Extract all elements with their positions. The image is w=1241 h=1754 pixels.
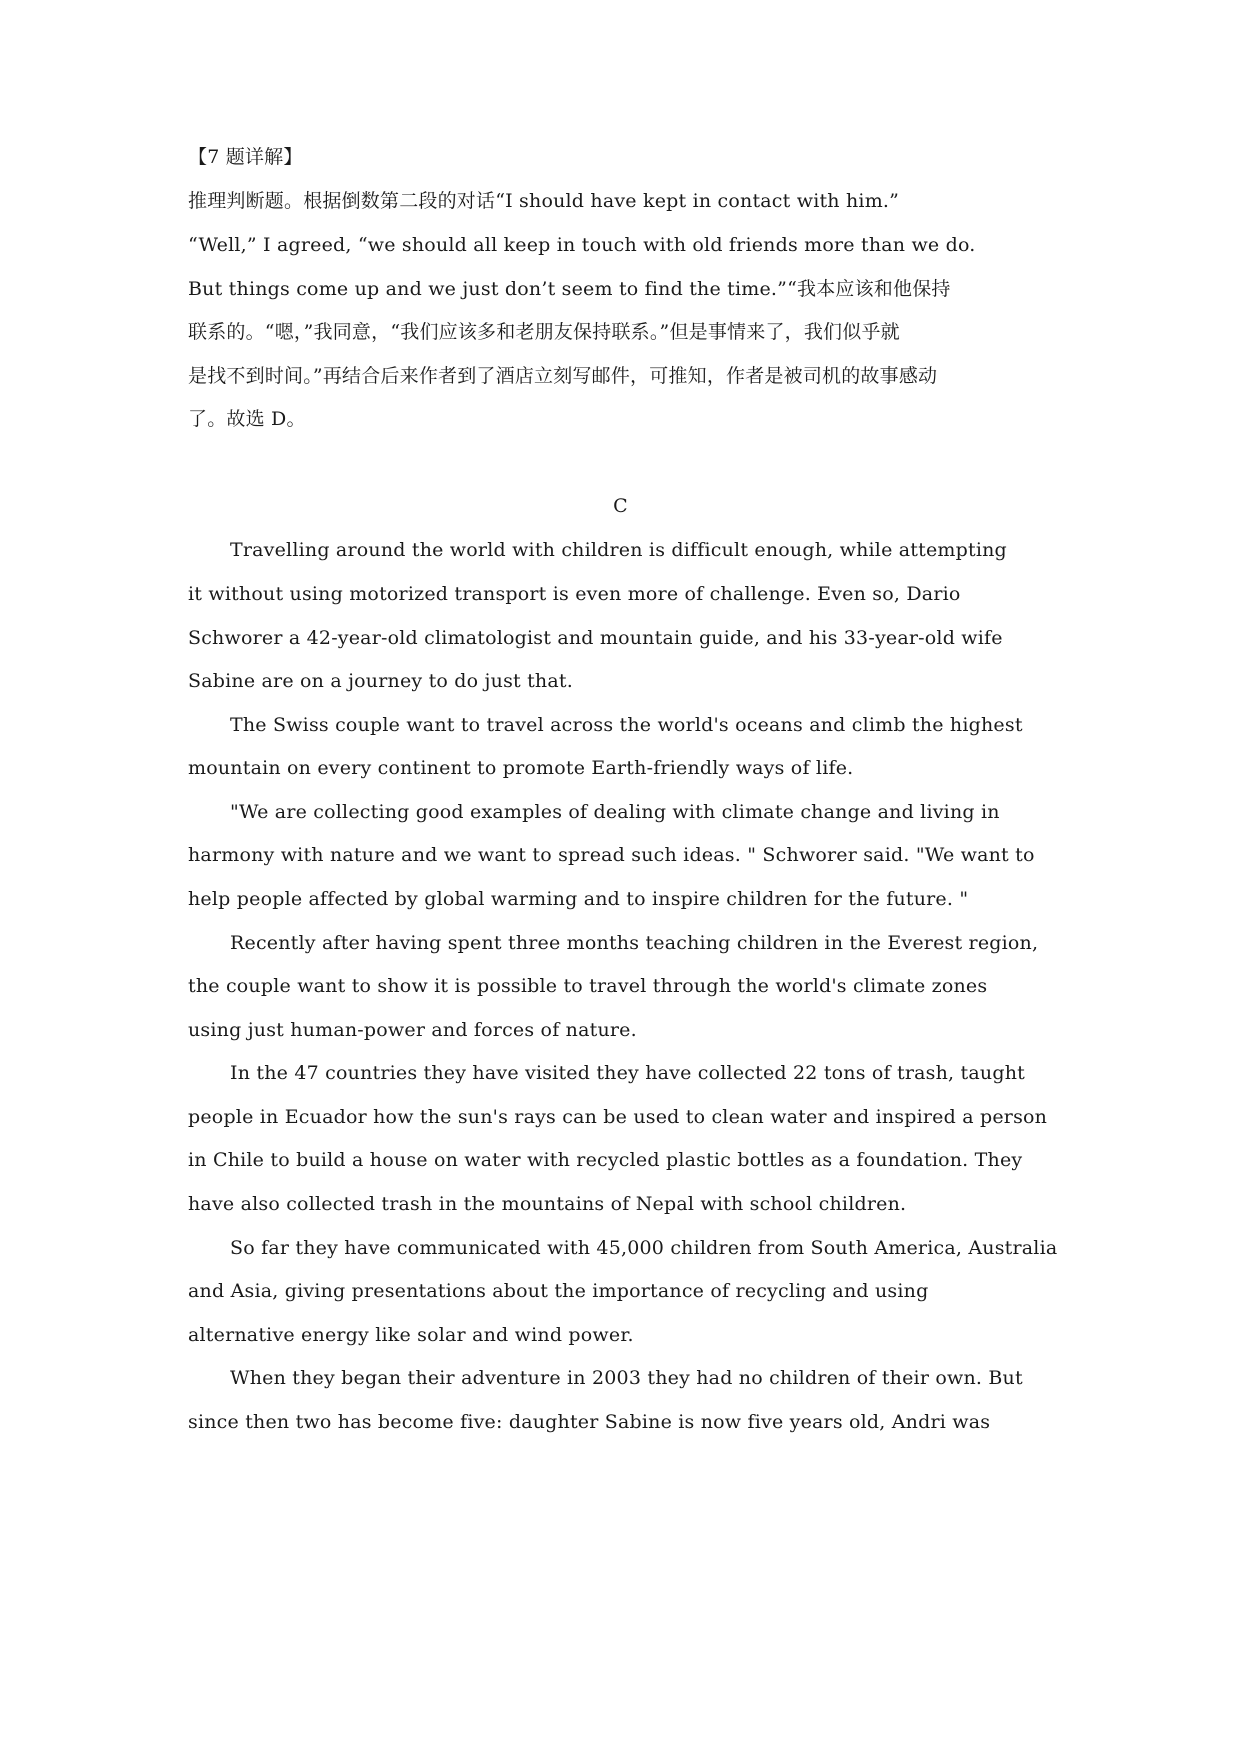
passage-line: have also collected trash in the mountains of Nepal with school children. (188, 1193, 907, 1215)
passage-line: Sabine are on a journey to do just that. (188, 670, 573, 692)
passage-line: Schworer a 42-year-old climatologist and mountain guide, and his 33-year-old wife (188, 627, 1003, 649)
passage-line: since then two has become five: daughter Sabine is now five years old, Andri was (188, 1411, 991, 1433)
passage-line: it without using motorized transport is even more of challenge. Even so, Dario (188, 583, 961, 605)
explanation-line: 是找不到时间。”再结合后来作者到了酒店立刻写邮件，可推知，作者是被司机的故事感动 (188, 365, 938, 387)
passage-line: alternative energy like solar and wind power. (188, 1324, 634, 1346)
passage-line: Recently after having spent three months teaching children in the Everest region, (230, 932, 1039, 954)
passage-line: help people affected by global warming and to inspire children for the future. " (188, 888, 969, 910)
explanation-line: 推理判断题。根据倒数第二段的对话“I should have kept in contact with him.” (188, 190, 900, 212)
explanation-heading: 【7 题详解】 (188, 146, 303, 168)
passage-line: The Swiss couple want to travel across the world's oceans and climb the highest (230, 714, 1023, 736)
passage-line: people in Ecuador how the sun's rays can be used to clean water and inspired a person (188, 1106, 1048, 1128)
passage-line: In the 47 countries they have visited they have collected 22 tons of trash, taught (230, 1062, 1025, 1084)
explanation-line: 了。故选 D。 (188, 408, 306, 430)
passage-line: Travelling around the world with children is difficult enough, while attempting (230, 539, 1007, 561)
passage-line: harmony with nature and we want to spread such ideas. " Schworer said. "We want to (188, 844, 1035, 866)
passage-line: the couple want to show it is possible to travel through the world's climate zones (188, 975, 988, 997)
explanation-line: But things come up and we just don’t seem to find the time.”“我本应该和他保持 (188, 278, 951, 300)
explanation-line: “Well,” I agreed, “we should all keep in touch with old friends more than we do. (188, 234, 976, 256)
passage-line: "We are collecting good examples of dealing with climate change and living in (230, 801, 1000, 823)
passage-line: mountain on every continent to promote Earth-friendly ways of life. (188, 757, 854, 779)
explanation-line: 联系的。“嗯，”我同意，“我们应该多和老朋友保持联系。”但是事情来了，我们似乎就 (188, 321, 900, 343)
passage-line: When they began their adventure in 2003 they had no children of their own. But (230, 1367, 1023, 1389)
passage-line: So far they have communicated with 45,000 children from South America, Australia (230, 1237, 1058, 1259)
passage-line: and Asia, giving presentations about the importance of recycling and using (188, 1280, 929, 1302)
passage-line: in Chile to build a house on water with recycled plastic bottles as a foundation. They (188, 1149, 1023, 1171)
passage-line: using just human-power and forces of nature. (188, 1019, 637, 1041)
passage-label: C (613, 495, 628, 517)
